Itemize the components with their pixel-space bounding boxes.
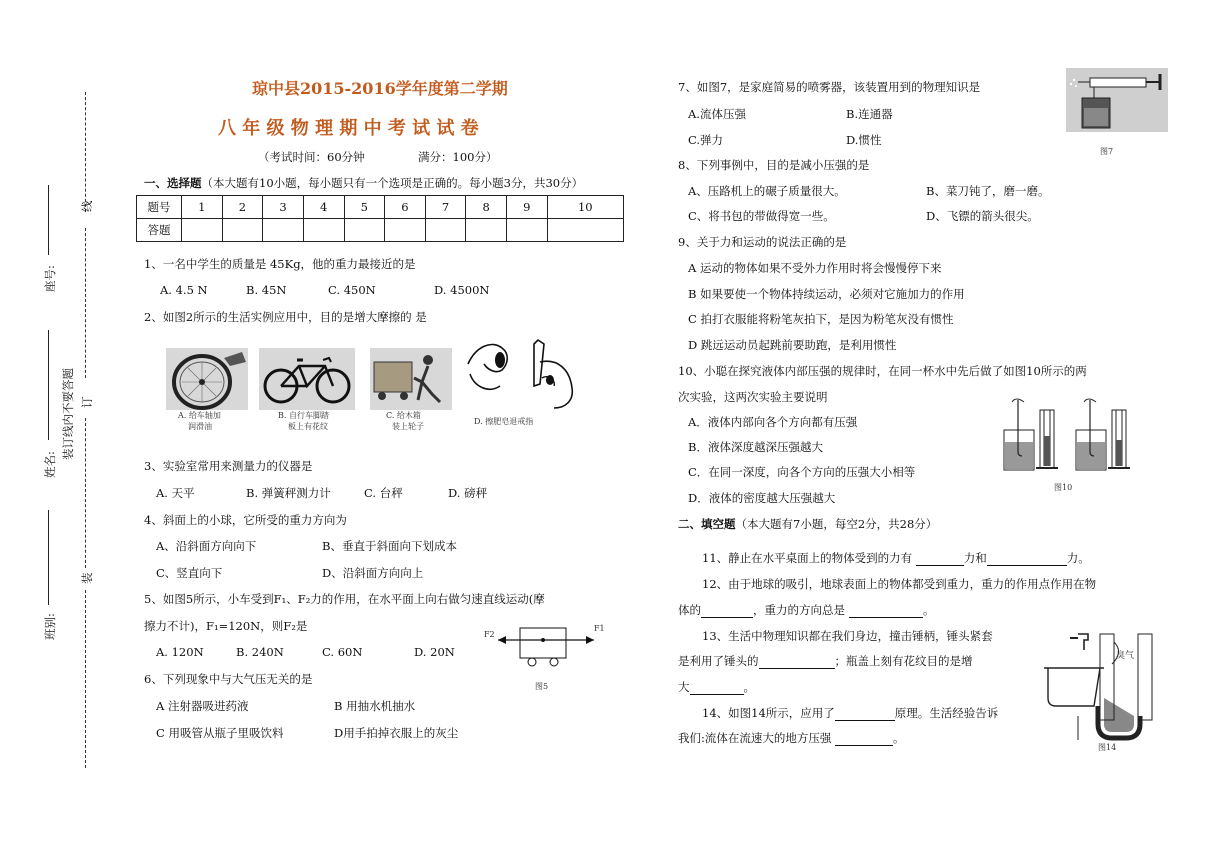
q10-option-d: D．液体的密度越大压强越大 — [688, 491, 836, 505]
q13-text-a: 是利用了锤头的 — [678, 654, 759, 668]
q1-option-b: B. 45N — [246, 283, 287, 297]
q13-blank-1[interactable] — [759, 656, 835, 669]
section1-heading: 一、选择题 — [144, 176, 202, 190]
table-cell-number: 5 — [344, 196, 385, 219]
q5-option-b: B. 240N — [236, 645, 284, 659]
section2-heading-line — [678, 516, 937, 532]
q1-option-c: C. 450N — [328, 283, 376, 297]
q13-text-d: 。 — [743, 680, 755, 694]
table-cell-number: 4 — [303, 196, 344, 219]
q1-option-d: D. 4500N — [434, 283, 490, 297]
q5-option-d: D. 20N — [414, 645, 455, 659]
section2-heading: 二、填空题 — [678, 517, 736, 531]
q5-figure-f2: F2 — [484, 630, 495, 639]
q11-text-b: 力和 — [963, 551, 987, 565]
q10-text-line1: 10、小聪在探究液体内部压强的规律时，在同一杯水中先后做了如图10所示的两 — [678, 364, 1087, 378]
q3-option-a: A. 天平 — [156, 486, 195, 500]
q2-caption-a1: A. 给车轴加 — [178, 411, 221, 420]
q2-figure-d-hands — [462, 334, 580, 414]
q13-blank-2[interactable] — [690, 682, 744, 695]
q10-figure-caption: 图10 — [1054, 483, 1073, 492]
q12-text-c: 。 — [923, 603, 935, 617]
q5-text-line1: 5、如图5所示，小车受到F₁、F₂力的作用，在水平面上向右做匀速直线运动(摩 — [144, 592, 545, 606]
q14-figure-sink-trap — [1040, 628, 1170, 744]
q10-option-b: B．液体深度越深压强越大 — [688, 440, 823, 454]
q14-line1 — [702, 705, 998, 721]
q13-line3 — [678, 679, 755, 695]
q9-text: 9、关于力和运动的说法正确的是 — [678, 235, 847, 249]
answer-table-row-answers — [137, 219, 624, 242]
q6-text: 6、下列现象中与大气压无关的是 — [144, 672, 313, 686]
q10-option-a: A．液体内部向各个方向都有压强 — [688, 415, 858, 429]
q12-blank-1[interactable] — [701, 605, 753, 618]
answer-cell[interactable] — [507, 219, 548, 242]
q4-option-a: A、沿斜面方向向下 — [156, 539, 257, 553]
q13-text-b: ；瓶盖上刻有花纹目的是增 — [834, 654, 973, 668]
q2-figure-b-bicycle — [259, 348, 355, 410]
q6-option-c: C 用吸管从瓶子里吸饮料 — [156, 726, 284, 740]
section1-heading-line — [144, 175, 583, 191]
q13-line2 — [678, 653, 973, 669]
q5-option-c: C. 60N — [322, 645, 363, 659]
q2-caption-b2: 板上有花纹 — [288, 422, 328, 431]
q2-figure-a-wheel — [166, 348, 248, 410]
q2-caption-b1: B. 自行车脚踏 — [278, 411, 329, 420]
q8-option-d: D、飞镖的箭头很尖。 — [926, 209, 1039, 223]
q5-figure-f1: F1 — [594, 624, 605, 633]
binding-label-ding: 订 — [80, 396, 94, 408]
answer-cell[interactable] — [466, 219, 507, 242]
q2-caption-d1: D. 擦肥皂退戒指 — [474, 417, 534, 426]
q9-option-a: A 运动的物体如果不受外力作用时将会慢慢停下来 — [688, 261, 942, 275]
q7-option-b: B.连通器 — [846, 107, 893, 121]
table-cell-number: 9 — [507, 196, 548, 219]
q7-option-a: A.流体压强 — [688, 107, 746, 121]
q9-option-c: C 拍打衣服能将粉笔灰拍下，是因为粉笔灰没有惯性 — [688, 312, 954, 326]
table-cell-label: 答题 — [137, 219, 182, 242]
q4-option-c: C、竖直向下 — [156, 566, 223, 580]
answer-cell[interactable] — [344, 219, 385, 242]
q5-figure-cart — [480, 618, 610, 690]
q12-text-b: ，重力的方向总是 — [753, 603, 845, 617]
q1-text: 1、一名中学生的质量是 45Kg，他的重力最接近的是 — [144, 257, 416, 271]
exam-subtitle: 八 年 级 物 理 期 中 考 试 试 卷 — [218, 118, 479, 139]
q4-option-d: D、沿斜面方向向上 — [322, 566, 424, 580]
name-field-line[interactable] — [48, 330, 49, 440]
q14-text-a: 14、如图14所示，应用了 — [702, 706, 835, 720]
table-cell-number: 10 — [547, 196, 623, 219]
q14-text-d: 。 — [893, 731, 905, 745]
q5-figure-caption: 图5 — [535, 682, 549, 691]
q8-option-a: A、压路机上的碾子质量很大。 — [688, 184, 846, 198]
q3-text: 3、实验室常用来测量力的仪器是 — [144, 459, 313, 473]
binding-line-top — [85, 92, 86, 212]
q1-option-a: A. 4.5 N — [160, 283, 208, 297]
q6-option-b: B 用抽水机抽水 — [334, 699, 416, 713]
q6-option-d: D用手拍掉衣服上的灰尘 — [334, 726, 459, 740]
q11-line — [702, 550, 1090, 566]
q13-text-c: 大 — [678, 680, 690, 694]
q2-caption-c2: 装上轮子 — [392, 422, 424, 431]
q8-option-c: C、将书包的带做得宽一些。 — [688, 209, 835, 223]
binding-no-answer-note: 装订线内不要答题 — [61, 368, 75, 460]
q10-text-line2: 次实验，这两次实验主要说明 — [678, 390, 828, 404]
q14-text-b: 原理。生活经验告诉 — [894, 706, 999, 720]
q4-text: 4、斜面上的小球，它所受的重力方向为 — [144, 513, 347, 527]
q2-text: 2、如图2所示的生活实例应用中，目的是增大摩擦的 是 — [144, 310, 427, 324]
seat-label: 座号: — [43, 265, 57, 292]
q3-option-b: B. 弹簧秤测力计 — [246, 486, 331, 500]
q13-text-line1: 13、生活中物理知识都在我们身边，撞击锤柄，锤头紧套 — [702, 629, 993, 643]
q4-option-b: B、垂直于斜面向下划成本 — [322, 539, 457, 553]
q11-blank-1[interactable] — [916, 553, 964, 566]
table-cell-number: 1 — [182, 196, 223, 219]
exam-title: 琼中县2015-2016学年度第二学期 — [252, 79, 508, 98]
q10-option-c: C．在同一深度，向各个方向的压强大小相等 — [688, 465, 916, 479]
q8-option-b: B、菜刀钝了，磨一磨。 — [926, 184, 1050, 198]
q14-blank-2[interactable] — [835, 733, 893, 746]
binding-label-line: 线 — [80, 200, 94, 212]
seat-field-line[interactable] — [48, 185, 49, 255]
class-label: 班别: — [43, 613, 57, 640]
q10-figure-manometers — [996, 396, 1136, 476]
answer-cell[interactable] — [385, 219, 426, 242]
q11-text-a: 11、静止在水平桌面上的物体受到的力有 — [702, 551, 913, 565]
q7-figure-sprayer — [1066, 68, 1168, 132]
exam-time: （考试时间：60分钟 — [258, 150, 365, 164]
q8-text: 8、下列事例中，目的是减小压强的是 — [678, 158, 870, 172]
q9-option-b: B 如果要使一个物体持续运动，必须对它施加力的作用 — [688, 287, 965, 301]
q7-option-c: C.弹力 — [688, 133, 724, 147]
answer-table — [136, 195, 624, 242]
q5-option-a: A. 120N — [156, 645, 204, 659]
q14-line2 — [678, 730, 905, 746]
binding-line-mid2 — [85, 418, 86, 568]
q12-blank-2[interactable] — [849, 605, 923, 618]
answer-cell[interactable] — [263, 219, 304, 242]
table-cell-number: 8 — [466, 196, 507, 219]
binding-line-bottom — [85, 590, 86, 768]
table-cell-number: 2 — [222, 196, 263, 219]
q2-caption-a2: 润滑油 — [188, 422, 212, 431]
q6-option-a: A 注射器吸进药液 — [156, 699, 249, 713]
answer-cell[interactable] — [303, 219, 344, 242]
q5-text-line2: 擦力不计)，F₁=120N，则F₂是 — [144, 619, 308, 633]
table-cell-label: 题号 — [137, 196, 182, 219]
answer-cell[interactable] — [182, 219, 223, 242]
q3-option-d: D. 磅秤 — [448, 486, 488, 500]
q14-figure-label: 臭气 — [1116, 651, 1135, 661]
q11-text-c: 力。 — [1066, 551, 1090, 565]
answer-cell[interactable] — [425, 219, 466, 242]
q14-figure-caption: 图14 — [1098, 743, 1117, 752]
answer-table-row-numbers — [137, 196, 624, 219]
q11-blank-2[interactable] — [987, 553, 1067, 566]
table-cell-number: 6 — [385, 196, 426, 219]
table-cell-number: 7 — [425, 196, 466, 219]
exam-score: 满分：100分） — [418, 150, 498, 164]
q3-option-c: C. 台秤 — [364, 486, 403, 500]
table-cell-number: 3 — [263, 196, 304, 219]
q7-figure-caption: 图7 — [1100, 147, 1114, 156]
q9-option-d: D 跳远运动员起跳前要助跑，是利用惯性 — [688, 338, 897, 352]
binding-label-zhuang: 装 — [80, 572, 94, 584]
q12-text-line1: 12、由于地球的吸引，地球表面上的物体都受到重力，重力的作用点作用在物 — [702, 577, 1097, 591]
q12-line2 — [678, 602, 935, 618]
binding-line-mid1 — [85, 228, 86, 378]
q2-caption-c1: C. 给木箱 — [386, 411, 421, 420]
q7-option-d: D.惯性 — [846, 133, 882, 147]
class-field-line[interactable] — [48, 510, 49, 605]
answer-cell[interactable] — [547, 219, 623, 242]
q14-text-c: 我们:流体在流速大的地方压强 — [678, 731, 832, 745]
q7-text: 7、如图7，是家庭简易的喷雾器，该装置用到的物理知识是 — [678, 80, 981, 94]
q2-figure-c-box — [370, 348, 452, 410]
q14-blank-1[interactable] — [835, 708, 895, 721]
answer-cell[interactable] — [222, 219, 263, 242]
name-label: 姓名: — [43, 451, 57, 478]
section1-note: （本大题有10小题，每小题只有一个选项是正确的。每小题3分，共30分） — [201, 176, 584, 190]
section2-note: （本大题有7小题，每空2分，共28分） — [735, 517, 938, 531]
q12-text-a: 体的 — [678, 603, 701, 617]
